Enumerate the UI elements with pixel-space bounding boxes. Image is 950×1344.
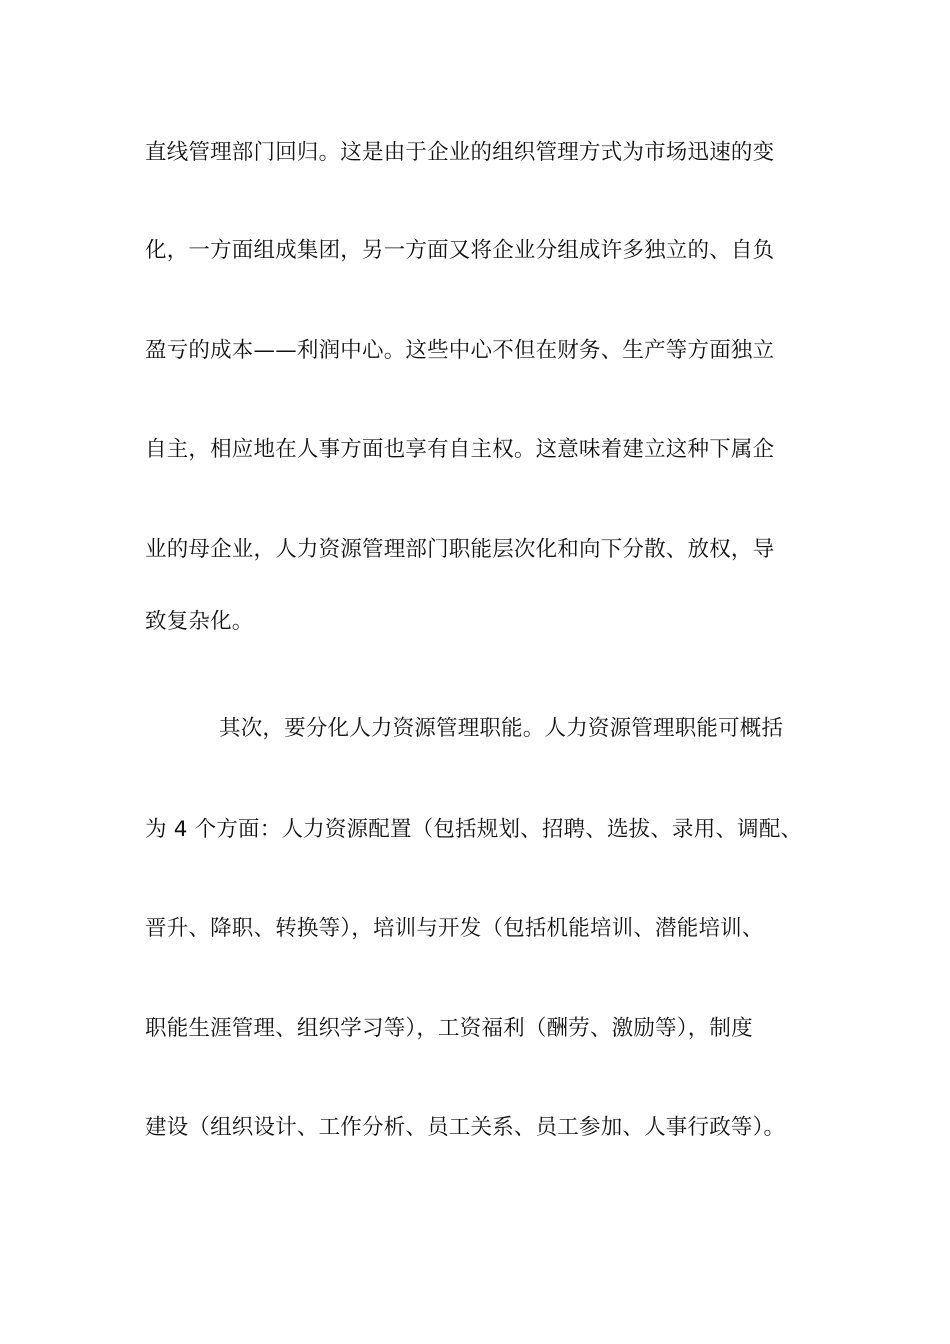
text-line-2: 化，一方面组成集团，另一方面又将企业分组成许多独立的、自负 bbox=[145, 238, 775, 263]
text-line-3: 盈亏的成本——利润中心。这些中心不但在财务、生产等方面独立 bbox=[145, 338, 775, 363]
text-line-10: 职能生涯管理、组织学习等），工资福利（酬劳、激励等），制度 bbox=[145, 1016, 753, 1041]
text-line-1: 直线管理部门回归。这是由于企业的组织管理方式为市场迅速的变 bbox=[145, 140, 775, 165]
text-line-7: 其次，要分化人力资源管理职能。人力资源管理职能可概括 bbox=[219, 716, 784, 741]
text-line-11: 建设（组织设计、工作分析、员工关系、员工参加、人事行政等）。 bbox=[145, 1115, 786, 1140]
text-line-9: 晋升、降职、转换等），培训与开发（包括机能培训、潜能培训、 bbox=[145, 916, 764, 941]
text-line-8: 为 4 个方面：人力资源配置（包括规划、招聘、选拔、录用、调配、 bbox=[145, 817, 803, 842]
text-line-6: 致复杂化。 bbox=[145, 609, 254, 634]
text-line-4: 自主，相应地在人事方面也享有自主权。这意味着建立这种下属企 bbox=[145, 437, 775, 462]
text-line-5: 业的母企业，人力资源管理部门职能层次化和向下分散、放权，导 bbox=[145, 537, 775, 562]
